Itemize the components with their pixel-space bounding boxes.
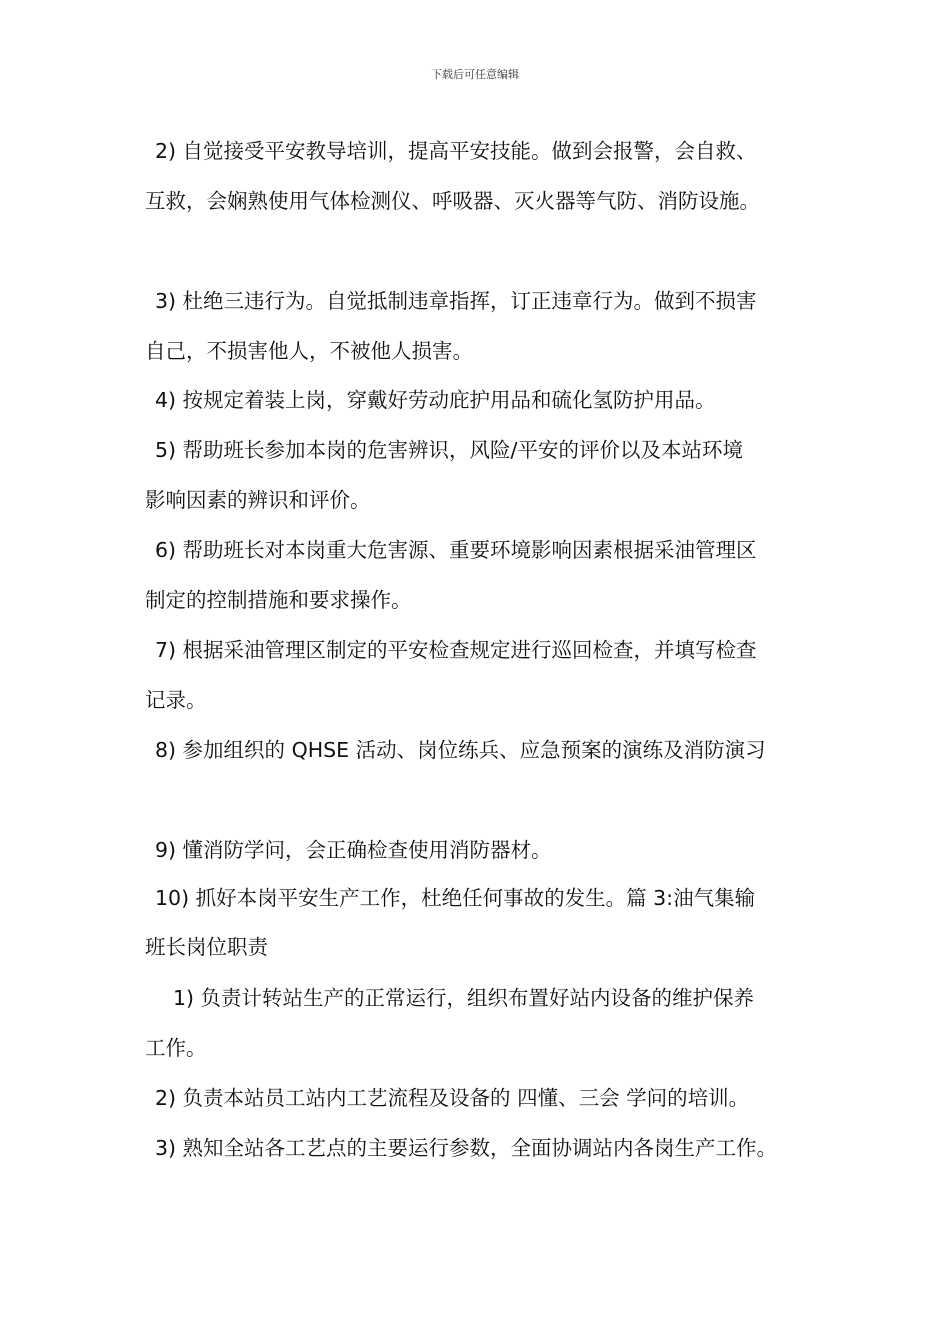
paragraph-line: 制定的控制措施和要求操作。 — [145, 588, 412, 612]
paragraph-line: 1) 负责计转站生产的正常运行，组织布置好站内设备的维护保养 — [173, 986, 755, 1010]
paragraph-line: 4) 按规定着装上岗，穿戴好劳动庇护用品和硫化氢防护用品。 — [155, 388, 716, 412]
paragraph-line: 7) 根据采油管理区制定的平安检查规定进行巡回检查，并填写检查 — [155, 638, 757, 662]
paragraph-line: 9) 懂消防学问，会正确检查使用消防器材。 — [155, 838, 552, 862]
paragraph-line: 2) 自觉接受平安教导培训，提高平安技能。做到会报警，会自救、 — [155, 139, 757, 163]
paragraph-line: 8) 参加组织的 QHSE 活动、岗位练兵、应急预案的演练及消防演习 — [155, 738, 766, 762]
paragraph-line: 6) 帮助班长对本岗重大危害源、重要环境影响因素根据采油管理区 — [155, 538, 757, 562]
paragraph-line: 2) 负责本站员工站内工艺流程及设备的 四懂、三会 学问的培训。 — [155, 1086, 750, 1110]
paragraph-line: 记录。 — [145, 688, 207, 712]
paragraph-line: 工作。 — [145, 1036, 207, 1060]
paragraph-line: 自己，不损害他人，不被他人损害。 — [145, 339, 473, 363]
paragraph-line: 3) 熟知全站各工艺点的主要运行参数，全面协调站内各岗生产工作。 — [155, 1136, 778, 1160]
paragraph-line: 班长岗位职责 — [145, 935, 268, 959]
paragraph-line: 5) 帮助班长参加本岗的危害辨识，风险/平安的评价以及本站环境 — [155, 438, 743, 462]
paragraph-line: 影响因素的辨识和评价。 — [145, 488, 371, 512]
page-header: 下载后可任意编辑 — [431, 68, 519, 81]
paragraph-line: 3) 杜绝三违行为。自觉抵制违章指挥，订正违章行为。做到不损害 — [155, 289, 757, 313]
paragraph-line: 10) 抓好本岗平安生产工作，杜绝任何事故的发生。篇 3:油气集输 — [155, 886, 756, 910]
paragraph-line: 互救，会娴熟使用气体检测仪、呼吸器、灭火器等气防、消防设施。 — [145, 189, 760, 213]
